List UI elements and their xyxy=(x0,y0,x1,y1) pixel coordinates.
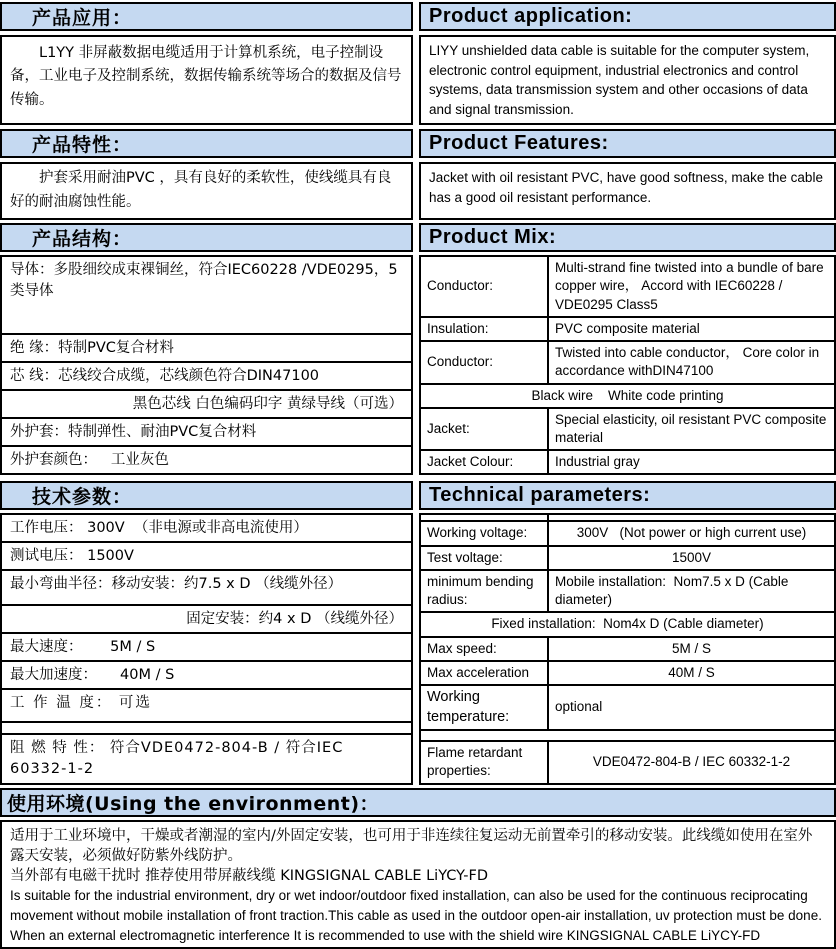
table-cell-label: minimum bending radius: xyxy=(421,571,549,611)
table-row: 工 作 温 度： 可选 xyxy=(2,688,411,721)
table-row xyxy=(421,684,834,729)
table-row-empty xyxy=(421,729,834,740)
features-body-zh-box xyxy=(0,162,413,220)
features-body-en-box xyxy=(419,162,836,220)
table-row: 测试电压： 1500V xyxy=(2,541,411,569)
table-row: 导体：多股细绞成束裸铜丝，符合IEC60228 /VDE0295，5类导体 xyxy=(2,257,411,333)
table-row xyxy=(421,636,834,660)
table-cell-value: 40M / S xyxy=(549,662,834,684)
section-header-environment: 使用环境(Using the environment)： xyxy=(0,788,836,817)
table-cell-value: Special elasticity, oil resistant PVC composite material xyxy=(549,409,834,449)
table-cell-label: Conductor: xyxy=(421,257,549,316)
table-cell-value: Multi-strand fine twisted into a bundle of bare copper wire， Accord with IEC60228 / VDE0295 Class5 xyxy=(549,257,834,316)
table-cell-value: 5M / S xyxy=(549,638,834,660)
table-cell-value: PVC composite material xyxy=(549,318,834,340)
table-cell-value: optional xyxy=(549,686,834,729)
table-cell-value: Industrial gray xyxy=(549,451,834,473)
section-header-mix-zh: 产品结构： xyxy=(0,223,413,252)
table-cell-value: 1500V xyxy=(549,547,834,569)
table-row: 最大加速度： 40M / S xyxy=(2,660,411,688)
features-paragraph-en: Jacket with oil resistant PVC, have good softness, make the cable has a good oil resistant performance. xyxy=(421,164,834,211)
application-body-en-box xyxy=(419,35,836,125)
table-row xyxy=(421,660,834,684)
table-cell-value: VDE0472-804-B / IEC 60332-1-2 xyxy=(549,742,834,782)
table-row xyxy=(421,340,834,382)
table-row: 最小弯曲半径：移动安装：约7.5 x D （线缆外径） xyxy=(2,569,411,604)
mix-table-zh xyxy=(0,255,413,475)
table-cell-value: Twisted into cable conductor， Core color in accordance withDIN47100 xyxy=(549,342,834,382)
table-row: 最大速度： 5M / S xyxy=(2,632,411,660)
environment-paragraph-zh-2: 当外部有电磁干扰时 推荐使用带屏蔽线缆 KINGSIGNAL CABLE LiYCY-FD xyxy=(10,866,826,886)
table-row xyxy=(421,569,834,611)
section-header-tech-zh: 技术参数： xyxy=(0,481,413,510)
table-cell-label: Flame retardant properties: xyxy=(421,742,549,782)
table-row xyxy=(421,740,834,782)
section-header-features-zh: 产品特性： xyxy=(0,129,413,158)
table-row: 黑色芯线 白色编码印字 黄绿导线（可选） xyxy=(2,389,411,417)
table-row-merged: Black wire White code printing xyxy=(421,383,834,407)
table-cell-label: Jacket: xyxy=(421,409,549,449)
environment-body-box xyxy=(0,820,836,949)
table-cell-label: Max acceleration xyxy=(421,662,549,684)
section-header-application-zh: 产品应用： xyxy=(0,2,413,31)
table-cell-label: Jacket Colour: xyxy=(421,451,549,473)
mix-table-en xyxy=(419,255,836,475)
table-cell-value: Mobile installation: Nom7.5 x D (Cable diameter) xyxy=(549,571,834,611)
table-row xyxy=(421,449,834,473)
application-paragraph-en: LIYY unshielded data cable is suitable for the computer system, electronic control equipment, industrial electronics and control systems, data transmission system and other occasions of data and signal transmission. xyxy=(421,37,834,123)
table-row xyxy=(421,545,834,569)
table-cell-label: Conductor: xyxy=(421,342,549,382)
section-header-features-en: Product Features: xyxy=(419,129,836,158)
table-row xyxy=(421,407,834,449)
table-row xyxy=(421,257,834,316)
section-header-application-en: Product application: xyxy=(419,2,836,31)
section-header-mix-en: Product Mix: xyxy=(419,223,836,252)
tech-table-zh xyxy=(0,513,413,784)
features-paragraph-zh: 护套采用耐油PVC ，具有良好的柔软性，使线缆具有良好的耐油腐蚀性能。 xyxy=(2,164,411,218)
table-cell-label: Working voltage: xyxy=(421,522,549,544)
table-cell-label: Working temperature: xyxy=(421,686,549,729)
table-row-empty xyxy=(2,721,411,733)
application-body-zh-box xyxy=(0,35,413,125)
table-cell-value: 300V (Not power or high current use) xyxy=(549,522,834,544)
table-row: 阻 燃 特 性： 符合VDE0472-804-B / 符合IEC 60332-1-2 xyxy=(2,733,411,782)
section-header-tech-en: Technical parameters: xyxy=(419,481,836,510)
table-row: 工作电压： 300V （非电源或非高电流使用） xyxy=(2,515,411,541)
table-row: 绝 缘：特制PVC复合材料 xyxy=(2,333,411,361)
table-row xyxy=(421,316,834,340)
application-paragraph-zh: L1YY 非屏蔽数据电缆适用于计算机系统，电子控制设备，工业电子及控制系统，数据传输系统等场合的数据及信号传输。 xyxy=(2,37,411,116)
environment-paragraph-en-1: Is suitable for the industrial environment, dry or wet indoor/outdoor fixed installation, can also be used for the continuous reciprocating movement without mobile installation of front traction.This cable as used in the outdoor open-air installation, uv protection must be done. xyxy=(10,886,826,925)
table-row: 芯 线：芯线绞合成缆，芯线颜色符合DIN47100 xyxy=(2,361,411,389)
table-row: 固定安装：约4 x D （线缆外径） xyxy=(2,604,411,632)
table-row: 外护套颜色： 工业灰色 xyxy=(2,445,411,473)
tech-table-en xyxy=(419,513,836,784)
table-cell-label: Insulation: xyxy=(421,318,549,340)
table-cell-label: Max speed: xyxy=(421,638,549,660)
environment-paragraph-en-2: When an external electromagnetic interference It is recommended to use with the shield wire KINGSIGNAL CABLE LiYCY-FD xyxy=(10,926,826,946)
table-row: 外护套：特制弹性、耐油PVC复合材料 xyxy=(2,417,411,445)
environment-paragraph-zh-1: 适用于工业环境中，干燥或者潮湿的室内/外固定安装，也可用于非连续往复运动无前置牵引的移动安装。此线缆如使用在室外露天安装，必须做好防紫外线防护。 xyxy=(10,826,826,867)
table-cell-label: Test voltage: xyxy=(421,547,549,569)
table-row-merged: Fixed installation: Nom4x D (Cable diameter) xyxy=(421,611,834,635)
table-row xyxy=(421,520,834,544)
